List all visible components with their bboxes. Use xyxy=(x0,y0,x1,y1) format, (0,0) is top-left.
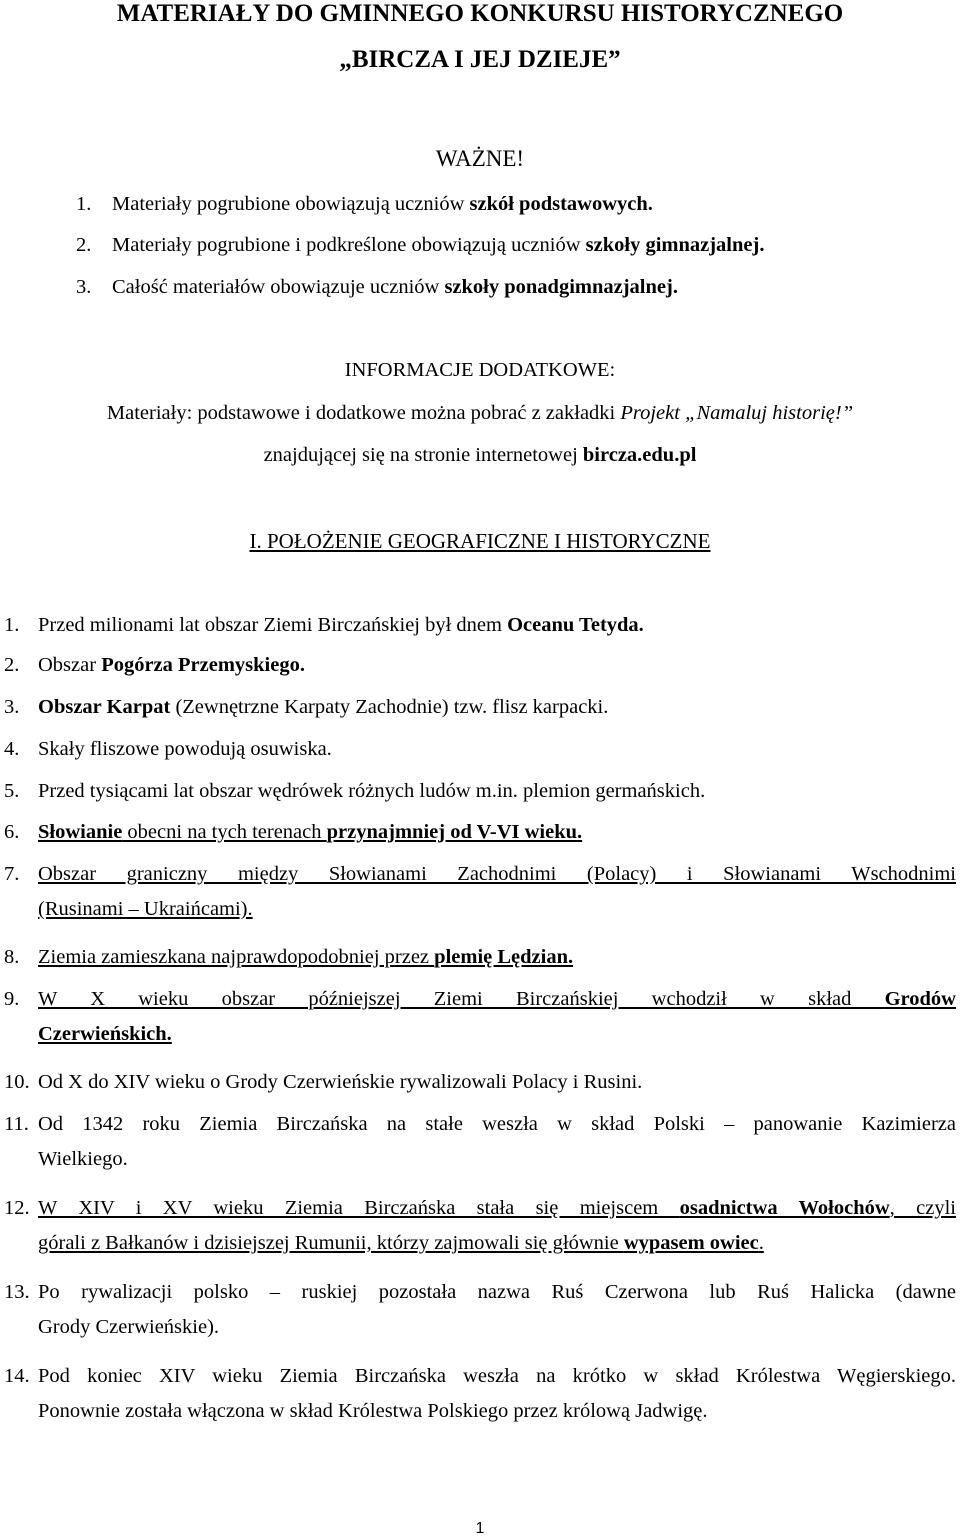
item-text: Po rywalizacji polsko – ruskiej pozostała nazwa Ruś Czerwona lub Ruś Halicka (dawne xyxy=(38,1281,956,1303)
note-bold: szkoły ponadgimnazjalnej. xyxy=(444,276,678,298)
item-underline: (Rusinami – Ukraińcami). xyxy=(38,898,253,920)
item-bold-underline: osadnictwa Wołochów xyxy=(679,1197,890,1219)
note-number: 1. xyxy=(76,193,92,215)
item-number: 4. xyxy=(4,738,20,760)
note-text: Materiały pogrubione i podkreślone obowiązują uczniów xyxy=(112,234,586,256)
item-number: 10. xyxy=(4,1071,30,1093)
item-bold-underline: Czerwieńskich. xyxy=(38,1023,172,1045)
item-number: 3. xyxy=(4,696,20,718)
item-underline: W X wieku obszar późniejszej Ziemi Birczańskiej wchodził w skład xyxy=(38,988,885,1010)
info-text: Materiały: podstawowe i dodatkowe można pobrać z zakładki xyxy=(106,402,621,424)
item-number: 2. xyxy=(4,654,20,676)
note-item xyxy=(76,276,678,299)
item-text: Od 1342 roku Ziemia Birczańska na stałe weszła w skład Polski – panowanie Kazimierza xyxy=(38,1113,956,1135)
item-text: Przed milionami lat obszar Ziemi Birczańskiej był dnem xyxy=(38,614,508,636)
note-bold: szkoły gimnazjalnej. xyxy=(585,234,765,256)
item-text: Przed tysiącami lat obszar wędrówek różnych ludów m.in. plemion germańskich. xyxy=(38,780,706,802)
item-underline: obecni na tych terenach xyxy=(122,821,327,843)
important-heading: WAŻNE! xyxy=(435,146,525,171)
item-bold-underline: Grodów xyxy=(884,988,956,1010)
item-number: 8. xyxy=(4,946,20,968)
note-number: 2. xyxy=(76,234,92,256)
item-text: Pod koniec XIV wieku Ziemia Birczańska weszła na krótko w skład Królestwa Węgierskiego. xyxy=(38,1365,956,1387)
document-title: MATERIAŁY DO GMINNEGO KONKURSU HISTORYCZNEGO xyxy=(116,0,844,27)
item-underline: . xyxy=(758,1232,764,1254)
item-underline: górali z Bałkanów i dzisiejszej Rumunii, którzy zajmowali się głównie xyxy=(38,1232,624,1254)
item-number: 6. xyxy=(4,821,20,843)
item-bold: Obszar Karpat xyxy=(38,696,171,718)
section-heading xyxy=(0,529,960,554)
note-text: Całość materiałów obowiązuje uczniów xyxy=(112,276,445,298)
item-number: 7. xyxy=(4,863,20,885)
document-subtitle: „BIRCZA I JEJ DZIEJE” xyxy=(339,46,621,73)
item-underline: Ziemia zamieszkana najprawdopodobniej przez xyxy=(38,946,435,968)
item-text: Ponownie została włączona w skład Królestwa Polskiego przez królową Jadwigę. xyxy=(38,1400,708,1422)
website-link[interactable]: bircza.edu.pl xyxy=(582,444,697,466)
item-number: 11. xyxy=(4,1113,29,1135)
item-bold-underline: przynajmniej od V-VI wieku. xyxy=(326,821,583,843)
item-underline: Obszar graniczny między Słowianami Zachodnimi (Polacy) i Słowianami Wschodnimi xyxy=(38,863,956,885)
item-text: Od X do XIV wieku o Grody Czerwieńskie rywalizowali Polacy i Rusini. xyxy=(38,1071,643,1093)
item-number: 14. xyxy=(4,1365,30,1387)
item-text: Grody Czerwieńskie). xyxy=(38,1316,220,1338)
section-heading-text: I. POŁOŻENIE GEOGRAFICZNE I HISTORYCZNE xyxy=(249,529,711,553)
item-number: 13. xyxy=(4,1281,30,1303)
item-number: 5. xyxy=(4,780,20,802)
item-text: Wielkiego. xyxy=(38,1148,128,1170)
item-number: 9. xyxy=(4,988,20,1010)
item-number: 1. xyxy=(4,614,20,636)
item-text: Obszar xyxy=(38,654,102,676)
project-name: Projekt „Namaluj historię!” xyxy=(620,402,854,424)
item-bold: Pogórza Przemyskiego. xyxy=(101,654,305,676)
note-item xyxy=(76,193,653,216)
item-bold-underline: plemię Lędzian. xyxy=(434,946,574,968)
note-number: 3. xyxy=(76,276,92,298)
note-text: Materiały pogrubione obowiązują uczniów xyxy=(112,193,470,215)
item-bold-underline: wypasem owiec xyxy=(623,1232,759,1254)
item-underline: , czyli xyxy=(889,1197,956,1219)
info-line xyxy=(0,444,960,467)
item-text: (Zewnętrzne Karpaty Zachodnie) tzw. flisz karpacki. xyxy=(170,696,609,718)
page-number: 1 xyxy=(475,1520,485,1537)
item-bold: Oceanu Tetyda. xyxy=(507,614,644,636)
note-item xyxy=(76,234,764,257)
info-line xyxy=(0,402,960,425)
item-number: 12. xyxy=(4,1197,30,1219)
note-bold: szkół podstawowych. xyxy=(469,193,653,215)
info-heading: INFORMACJE DODATKOWE: xyxy=(344,359,616,381)
item-bold-underline: Słowianie xyxy=(38,821,123,843)
item-underline: W XIV i XV wieku Ziemia Birczańska stała się miejscem xyxy=(38,1197,680,1219)
item-text: Skały fliszowe powodują osuwiska. xyxy=(38,738,332,760)
info-text: znajdującej się na stronie internetowej xyxy=(263,444,583,466)
